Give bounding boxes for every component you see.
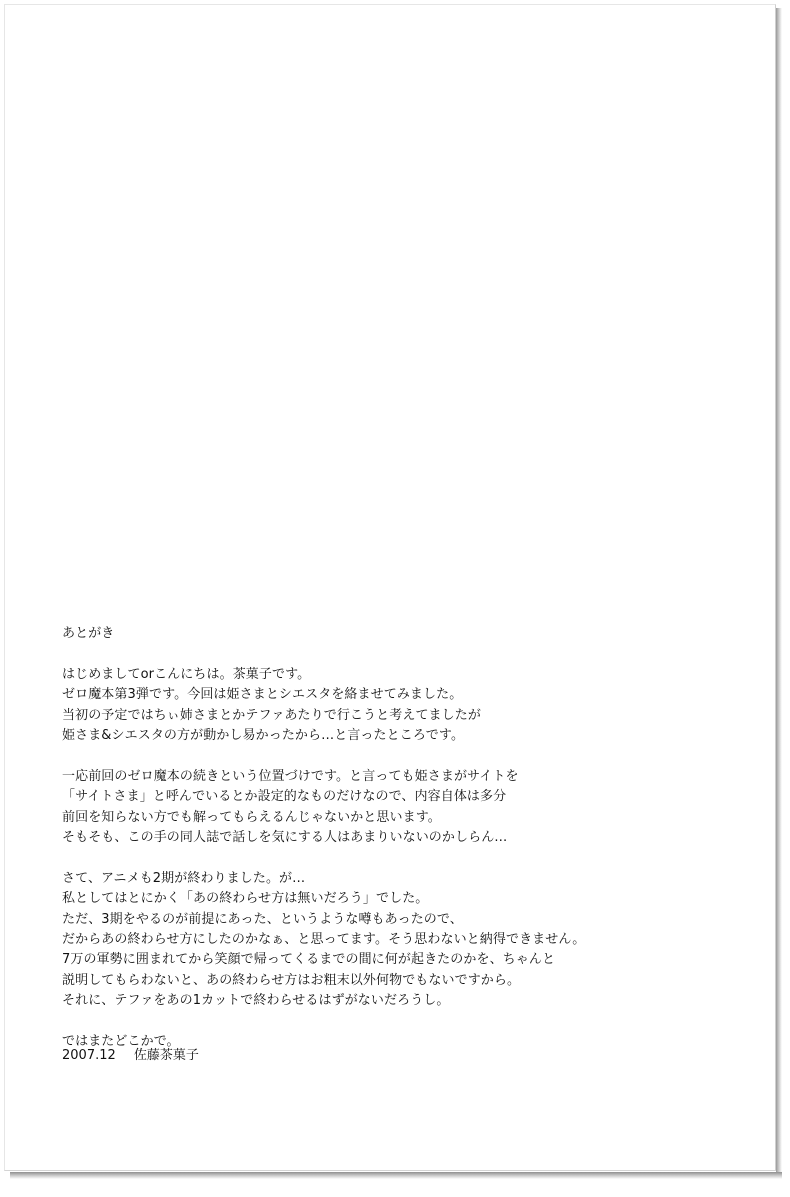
paragraph-gap <box>62 644 762 664</box>
text-line: そもそも、この手の同人誌で話しを気にする人はあまりいないのかしらん… <box>62 830 508 846</box>
signature-author: 佐藤茶菓子 <box>133 1048 199 1063</box>
text-line: 私としてはとにかく「あの終わらせ方は無いだろう」でした。 <box>62 891 429 907</box>
paragraph-gap <box>62 848 762 868</box>
signature-date: 2007.12 <box>62 1048 116 1063</box>
paragraph-continuity <box>62 767 762 849</box>
text-line: 一応前回のゼロ魔本の続きという位置づけです。と言っても姫さまがサイトを <box>62 768 519 784</box>
paragraph-gap <box>62 746 762 766</box>
text-line: さて、アニメも2期が終わりました。が… <box>62 870 306 886</box>
text-line: ではまたどこかで。 <box>62 1034 180 1050</box>
paragraph-anime <box>62 869 762 1012</box>
text-line: だからあの終わらせ方にしたのかなぁ、と思ってます。そう思わないと納得できません。 <box>62 932 586 948</box>
afterword-section <box>62 624 762 1052</box>
text-line: 前回を知らない方でも解ってもらえるんじゃないかと思います。 <box>62 809 441 825</box>
signature <box>62 1046 199 1066</box>
text-line: はじめましてorこんにちは。茶菓子です。 <box>62 666 311 682</box>
text-line: 7万の軍勢に囲まれてから笑顔で帰ってくるまでの間に何が起きたのかを、ちゃんと <box>62 952 556 968</box>
paragraph-gap <box>62 1012 762 1032</box>
page-edge-shadow-right <box>776 8 782 1176</box>
text-line: ただ、3期をやるのが前提にあった、というような噂もあったので、 <box>62 911 463 927</box>
text-line: 説明してもらわないと、あの終わらせ方はお粗末以外何物でもないですから。 <box>62 972 521 988</box>
text-line: ゼロ魔本第3弾です。今回は姫さまとシエスタを絡ませてみました。 <box>62 687 463 703</box>
page-edge-shadow-bottom <box>10 1172 782 1179</box>
text-line: 姫さま&シエスタの方が動かし易かったから…と言ったところです。 <box>62 728 465 744</box>
afterword-title: あとがき <box>62 626 115 641</box>
text-line: それに、テファをあの1カットで終わらせるはずがないだろうし。 <box>62 993 450 1009</box>
text-line: 当初の予定ではちぃ姉さまとかテファあたりで行こうと考えてましたが <box>62 707 481 723</box>
paragraph-greeting <box>62 665 762 747</box>
text-line: 「サイトさま」と呼んでいるとか設定的なものだけなので、内容自体は多分 <box>62 789 507 805</box>
